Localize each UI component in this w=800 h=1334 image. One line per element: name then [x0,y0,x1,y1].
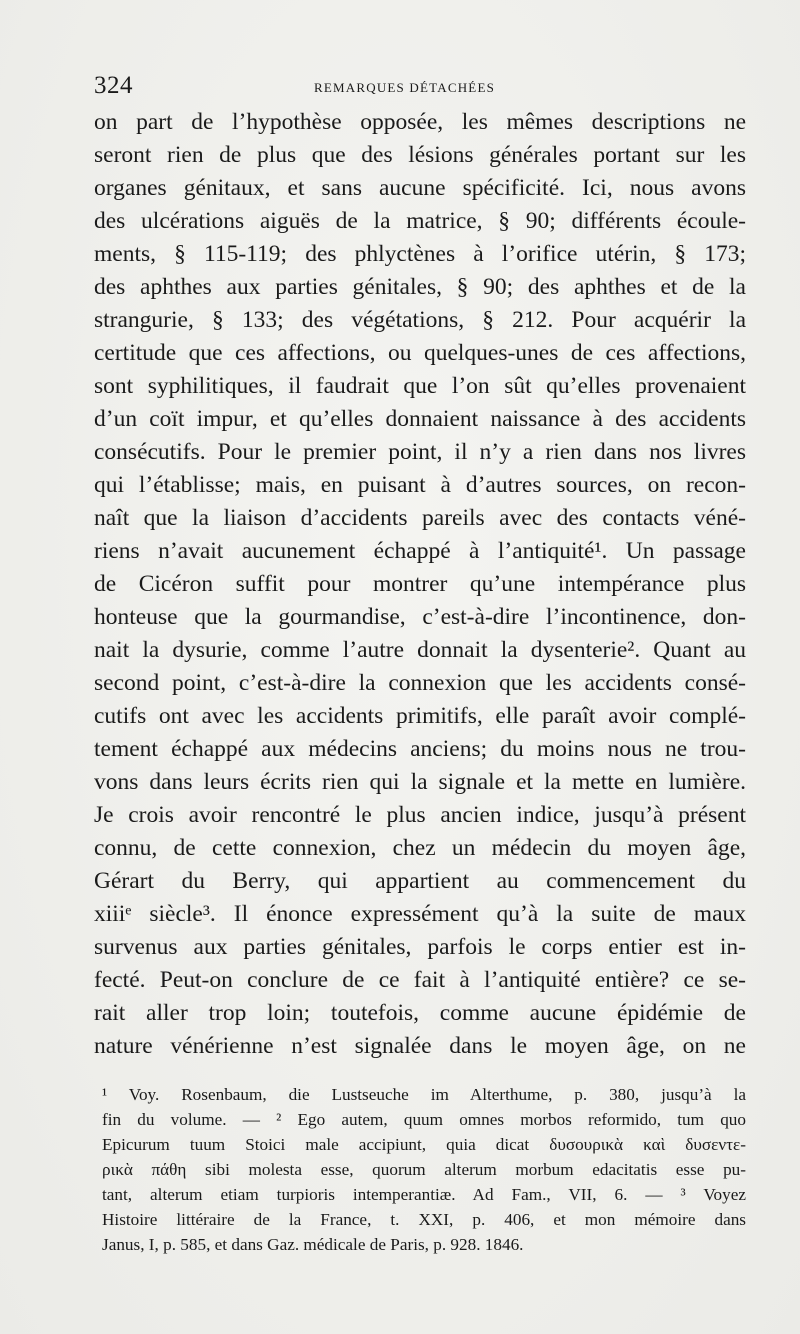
text-line: consécutifs. Pour le premier point, il n’y a rien dans nos livres [94,439,746,465]
footnote-line: ¹ Voy. Rosenbaum, die Lustseuche im Alterthume, p. 380, jusqu’à la [102,1085,746,1104]
text-line: d’un coït impur, et qu’elles donnaient naissance à des accidents [94,406,746,432]
text-line: organes génitaux, et sans aucune spécificité. Ici, nous avons [94,175,746,201]
text-line: on part de l’hypothèse opposée, les mêmes descriptions ne [94,109,746,135]
text-line: strangurie, § 133; des végétations, § 212. Pour acquérir la [94,307,746,333]
text-line: Je crois avoir rencontré le plus ancien indice, jusqu’à présent [94,802,746,828]
text-line: riens n’avait aucunement échappé à l’antiquité¹. Un passage [94,538,746,564]
main-text [94,106,746,1063]
text-line: fecté. Peut-on conclure de ce fait à l’antiquité entière? ce se- [94,967,746,993]
text-line: de Cicéron suffit pour montrer qu’une intempérance plus [94,571,746,597]
text-line: certitude que ces affections, ou quelques-unes de ces affections, [94,340,746,366]
text-line: second point, c’est-à-dire la connexion que les accidents consé- [94,670,746,696]
footnote-line: Epicurum tuum Stoici male accipiunt, quia dicat δυσουρικὰ καὶ δυσεντε- [102,1135,746,1154]
text-line: nature vénérienne n’est signalée dans le moyen âge, on ne [94,1033,746,1059]
page-number: 324 [94,72,133,99]
footnote-line: tant, alterum etiam turpioris intemperantiæ. Ad Fam., VII, 6. — ³ Voyez [102,1185,746,1204]
text-line: des ulcérations aiguës de la matrice, § 90; différents écoule- [94,208,746,234]
text-line: tement échappé aux médecins anciens; du moins nous ne trou- [94,736,746,762]
text-line: sont syphilitiques, il faudrait que l’on sût qu’elles provenaient [94,373,746,399]
footnote-line: Janus, I, p. 585, et dans Gaz. médicale de Paris, p. 928. 1846. [102,1235,524,1254]
footnote-line: Histoire littéraire de la France, t. XXI, p. 406, et mon mémoire dans [102,1210,746,1229]
text-line: vons dans leurs écrits rien qui la signale et la mette en lumière. [94,769,746,795]
text-line: Gérart du Berry, qui appartient au commencement du [94,868,746,894]
text-line: honteuse que la gourmandise, c’est-à-dire l’incontinence, don- [94,604,746,630]
text-line: seront rien de plus que des lésions générales portant sur les [94,142,746,168]
text-line: connu, de cette connexion, chez un médecin du moyen âge, [94,835,746,861]
footnotes [102,1082,746,1257]
text-line: xiiiᵉ siècle³. Il énonce expressément qu’à la suite de maux [94,901,746,927]
running-head: REMARQUES DÉTACHÉES [314,80,496,95]
text-line: cutifs ont avec les accidents primitifs, elle paraît avoir complé- [94,703,746,729]
footnote-line: ρικὰ πάθη sibi molesta esse, quorum alterum morbum edacitatis esse pu- [102,1160,746,1179]
footnote-line: fin du volume. — ² Ego autem, quum omnes morbos reformido, tum quo [102,1110,746,1129]
text-line: ments, § 115-119; des phlyctènes à l’orifice utérin, § 173; [94,241,746,267]
text-line: rait aller trop loin; toutefois, comme aucune épidémie de [94,1000,746,1026]
text-line: des aphthes aux parties génitales, § 90; des aphthes et de la [94,274,746,300]
page-header [94,72,746,106]
text-line: qui l’établisse; mais, en puisant à d’autres sources, on recon- [94,472,746,498]
text-line: survenus aux parties génitales, parfois le corps entier est in- [94,934,746,960]
text-line: naît que la liaison d’accidents pareils avec des contacts véné- [94,505,746,531]
text-line: nait la dysurie, comme l’autre donnait la dysenterie². Quant au [94,637,746,663]
